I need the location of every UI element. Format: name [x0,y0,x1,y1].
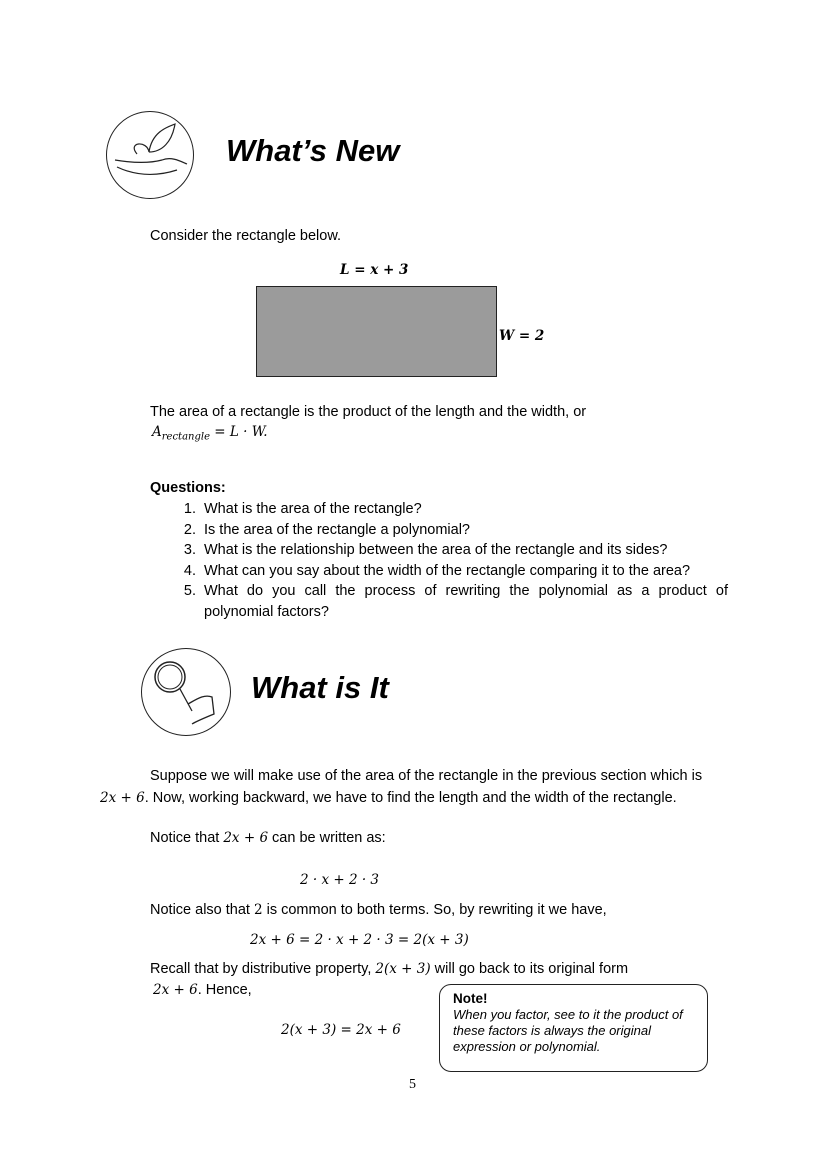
text: . Now, working backward, we have to find the length and the width of the rectangle. [144,790,677,806]
plant-in-hand-icon [106,111,194,199]
questions-heading: Questions: [150,480,226,496]
formula-subscript: rectangle [161,431,210,443]
question-item: 1. What is the area of the rectangle? [200,499,728,520]
question-item: 4. What can you say about the width of the rectangle comparing it to the area? [200,561,728,582]
paragraph-1: Suppose we will make use of the area of the rectangle in the previous section which is [150,768,703,784]
text: can be written as: [268,830,386,846]
note-box [439,984,708,1072]
text: Notice also that [150,902,254,918]
paragraph-5 [153,982,252,998]
text: Recall that by distributive property, [150,961,376,977]
formula-lhs: A [152,424,162,440]
note-text: When you factor, see to it the product of these factors is always the original expression or polynomial. [453,1007,683,1054]
question-item: 2. Is the area of the rectangle a polynomial? [200,520,728,541]
math-inline: 2 [253,902,263,918]
text: Notice that [150,830,224,846]
area-formula [152,424,268,443]
text: will go back to its original form [430,961,629,977]
area-text: The area of a rectangle is the product of the length and the width, or [150,404,587,420]
equation-2: 2x + 6 = 2 · x + 2 · 3 = 2(x + 3) [250,932,469,948]
section-title-whats-new: What’s New [226,133,400,168]
math-inline: 2x + 6 [100,790,145,806]
intro-text: Consider the rectangle below. [150,228,342,244]
math-inline: 2(x + 3) [375,961,431,977]
formula-rhs: = L · W. [214,424,268,440]
questions-list [150,499,728,622]
note-title: Note! [453,991,488,1006]
text: is common to both terms. So, by rewriting it we have, [262,902,607,918]
text: . Hence, [197,982,252,998]
rectangle-figure [256,286,497,377]
page-number: 5 [409,1077,416,1092]
paragraph-1-cont [100,790,677,806]
equation-3: 2(x + 3) = 2x + 6 [281,1022,401,1038]
question-item: 5. What do you call the process of rewriting the polynomial as a product of polynomial factors? [200,581,728,622]
math-inline: 2x + 6 [153,982,198,998]
paragraph-2 [150,830,386,846]
section-title-what-is-it: What is It [251,670,389,705]
width-label: W = 2 [499,328,545,344]
length-label: L = x + 3 [340,262,409,278]
equation-1: 2 · x + 2 · 3 [300,872,380,888]
paragraph-3 [150,902,607,918]
question-item: 3. What is the relationship between the area of the rectangle and its sides? [200,540,728,561]
paragraph-4 [150,961,628,977]
math-inline: 2x + 6 [223,830,269,846]
magnifying-glass-icon [141,648,231,736]
